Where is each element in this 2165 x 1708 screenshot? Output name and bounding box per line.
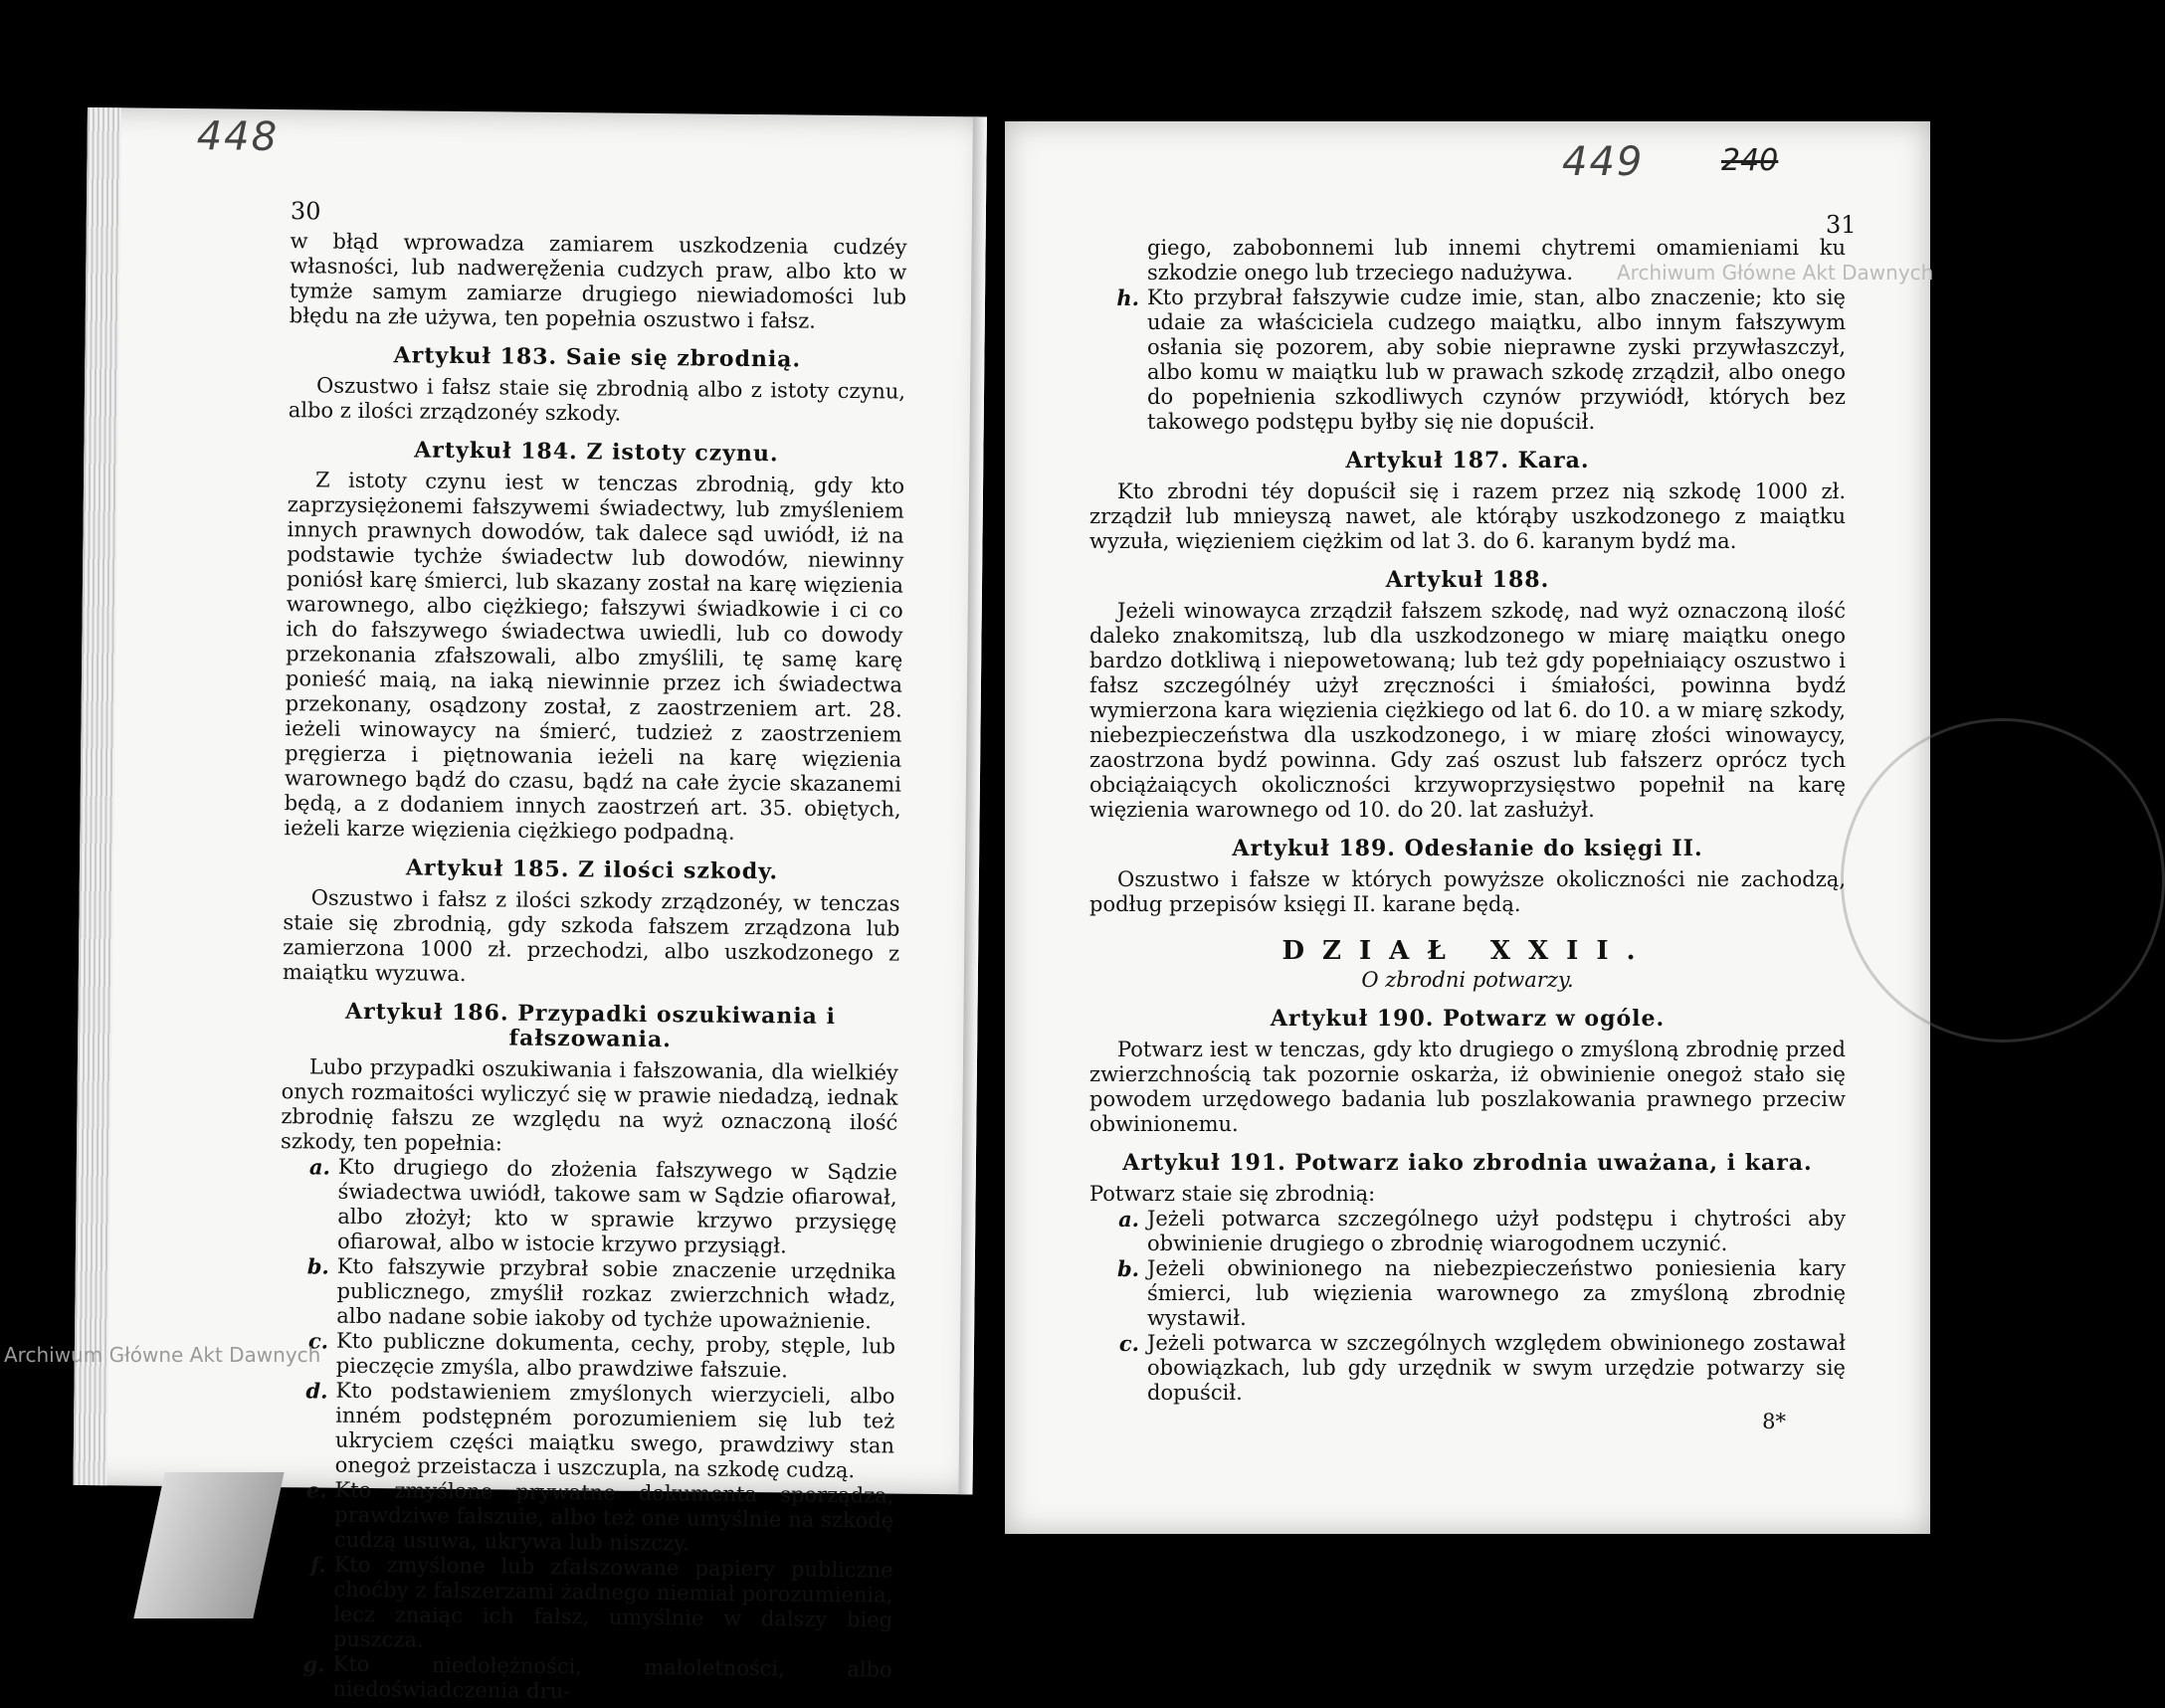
list-item <box>276 1552 893 1657</box>
handwritten-folio-number: 448 <box>196 113 280 161</box>
item-label: d. <box>305 1378 328 1404</box>
list-item <box>279 1328 895 1384</box>
item-label: b. <box>1117 1256 1139 1281</box>
article-188-heading: Artykuł 188. <box>1385 567 1550 593</box>
list-item <box>1089 1207 1846 1256</box>
list-item <box>1089 285 1846 435</box>
item-label: f. <box>309 1552 326 1578</box>
page-number: 30 <box>290 197 321 226</box>
item-label: h. <box>1116 285 1139 310</box>
item-text: Kto zmyślone prywatne dokumenta sporządza, prawdziwe fałszuie, albo też one umyślnie na szkodę cudzą usuwa, ukrywa lub niszczy. <box>333 1477 894 1556</box>
item-text: Jeżeli potwarca w szczególnych względem obwinionego zostawał obowiązkach, lub gdy urzędnik w swym urzędzie potwarzy się dopuścił. <box>1147 1331 1846 1405</box>
article-191-intro: Potwarz staie się zbrodnią: <box>1089 1182 1376 1206</box>
page-edge <box>73 107 121 1485</box>
article-190-text: Potwarz iest w tenczas, gdy kto drugiego o zmyśloną zbrodnię przed zwierzchnością tak pozornie oskarża, iż obwinienie onegoż stało się powodem urzędowego badania lub poszlakowania prawnego przeciw obwinionemu. <box>1089 1038 1846 1136</box>
article-186-heading: Artykuł 186. Przypadki oszukiwania i fałszowania. <box>344 998 837 1053</box>
item-label: a. <box>1118 1207 1139 1232</box>
article-184-text: Z istoty czynu iest w tenczas zbrodnią, gdy kto zaprzysiężonemi fałszywemi świadectwy, lub zmyśleniem innych prawnych dowodów, tak dalece sąd uwiódł, iż na podstawie tychże świadectw lub dowodów, niewinny poniósł karę śmierci, lub skazany został na karę więzienia warownego, albo ciężkiego; fałszywi świadkowie i ci co ich do fałszywego świadectwa uwiedli, lub co dowody przekonania zfałszowali, albo zmyślili, tę samę karę ponieść maią, na iaką niewinnie przez ich świadectwa przekonany, osądzony został, z zaostrzeniem art. 28. ieżeli winowaycy na śmierć, tudzież z zaostrzeniem pręgierza i piętnowania ieżeli na karę więzienia warownego bądź do czasu, bądź na całe życie skazanemi będą, a z dodaniem innych zaostrzeń art. 35. obiętych, ieżeli karze więzienia ciężkiego podpadną. <box>284 468 905 845</box>
article-186-text: Lubo przypadki oszukiwania i fałszowania, dla wielkiéy onych rozmaitości wyliczyć się w prawie niedadzą, iednak zbrodnię fałszu ze względu na wyż oznaczoną ilość szkody, ten popełnia: <box>281 1054 899 1156</box>
section-title: DZIAŁ XXII. <box>1281 936 1654 966</box>
list-item <box>279 1253 896 1334</box>
item-text: Kto zmyślone lub zfałszowane papiery publiczne choćby z fałszerzami żadnego niemiał porozumienia, lecz znaiąc ich fałsz, umyślnie w dalszy bieg puszcza. <box>332 1552 893 1652</box>
right-page-text <box>1089 236 1846 1434</box>
left-page <box>73 107 986 1704</box>
item-text: Kto niedołężności, małoletności, albo niedoświadczenia dru- <box>332 1651 892 1704</box>
article-185-text: Oszustwo i fałsz z ilości szkody zrządzonéy, w tenczas staie się zbrodnią, gdy szkoda fałszem zrządzona lub zamierzona 1000 zł. przechodzi, albo uszkodzonego z maiątku wyzuwa. <box>282 885 900 987</box>
item-label: e. <box>305 1477 327 1503</box>
article-187-heading: Artykuł 187. Kara. <box>1345 448 1590 474</box>
article-189-text: Oszustwo i fałsze w których powyższe okoliczności nie zachodzą, podług przepisów księgi II. karane będą. <box>1089 867 1846 916</box>
item-text: Kto przybrał fałszywie cudze imie, stan, albo znaczenie; kto się udaie za właściciela cudzego maiątku, albo innym fałszywym osłania się pozorem, aby sobie nieprawne zyski przywłaszczył, albo komu w maiątku lub w prawach szkodę zrządził, albo onego do popełnienia szkodliwych czynów przywiódł, których bez takowego podstępu byłby się nie dopuścił. <box>1147 285 1846 434</box>
item-text: Kto drugiego do złożenia fałszywego w Sądzie świadectwa uwiódł, takowe sam w Sądzie ofiarował, albo złożył; kto w sprawie krzywo przysięgę ofiarował, albo w istocie krzywo przysiągł. <box>336 1154 897 1258</box>
item-label: g. <box>302 1651 325 1677</box>
article-184-heading: Artykuł 184. Z istoty czynu. <box>414 437 779 468</box>
list-item <box>1089 1256 1846 1331</box>
article-187-text: Kto zbrodni téy dopuścił się i razem przez nią szkodę 1000 zł. zrządził lub mnieyszą nawet, ale którąby uszkodzonego z maiątku wyzuła, więzieniem ciężkim od lat 3. do 6. karanym bydź ma. <box>1089 479 1846 553</box>
item-label <box>1089 236 1147 285</box>
list-item <box>280 1154 897 1259</box>
article-183-text: Oszustwo i fałsz staie się zbrodnią albo z istoty czynu, albo z ilości zrządzonéy szkody. <box>288 373 906 426</box>
item-label: c. <box>1118 1331 1139 1356</box>
spine-shadow <box>958 116 987 1494</box>
article-190-heading: Artykuł 190. Potwarz w ogóle. <box>1270 1006 1666 1032</box>
left-page-text <box>275 229 906 1707</box>
article-183-heading: Artykuł 183. Saie się zbrodnią. <box>393 342 802 373</box>
item-text: giego, zabobonnemi lub innemi chytremi omamieniami ku szkodzie onego lub trzeciego nadużywa. <box>1147 236 1846 285</box>
right-page <box>1005 121 1930 1534</box>
archive-watermark: Archiwum Główne Akt Dawnych <box>1617 261 1934 285</box>
intro-paragraph: w błąd wprowadza zamiarem uszkodzenia cudzéy własności, lub nadweręženia cudzych praw, albo kto w tymże samym zamiarze drugiego niewiadomości lub błędu na złe używa, ten popełnia oszustwo i fałsz. <box>289 229 907 333</box>
item-label: c. <box>307 1328 329 1354</box>
archive-stamp <box>1841 718 2165 1043</box>
article-188-text: Jeżeli winowayca zrządził fałszem szkodę, nad wyż oznaczoną ilość daleko znakomitszą, lub dla uszkodzonego w miarę maiątku onego bardzo dotkliwą i niepowetowaną; lub też gdy popełniaiący oszustwo i fałsz szczególnéy użył zręczności i śmiałości, powinna bydź wymierzona kara więzienia ciężkiego od lat 6. do 10. a w miarę szkody, niebezpieczeństwa dla uszkodzonego, i w miarę złości winowaycy, zaostrzona bydź powinna. Gdy zaś oszust lub fałszerz oprócz tych obciążaiących okoliczności krzywoprzysięstwo popełnił na karę więzienia warownego od 10. do 20. lat zasłużył. <box>1089 599 1846 822</box>
printer-signature: 8* <box>1762 1410 1786 1433</box>
struck-handwritten-number: 240 <box>1721 143 1779 178</box>
list-item <box>275 1651 891 1707</box>
item-label: b. <box>306 1253 329 1279</box>
item-label: a. <box>308 1154 330 1180</box>
item-text: Jeżeli obwinionego na niebezpieczeństwo poniesienia kary śmierci, lub więzienia warownego za zmyśloną zbrodnię wystawił. <box>1147 1256 1846 1330</box>
item-text: Kto podstawieniem zmyślonych wierzycieli, albo inném podstępném porozumieniem się lub też ukryciem części maiątku swego, prawdziwy stan onegoż przeistacza i uszczupla, na szkodę cudzą. <box>334 1378 895 1483</box>
item-text: Jeżeli potwarca szczególnego użył podstępu i chytrości aby obwinienie drugiego o zbrodnię wiarogodnem uczynić. <box>1147 1207 1846 1255</box>
list-item <box>278 1378 895 1483</box>
list-item <box>1089 1331 1846 1406</box>
handwritten-folio-number: 449 <box>1562 139 1645 185</box>
article-185-heading: Artykuł 185. Z ilości szkody. <box>405 854 779 885</box>
article-191-heading: Artykuł 191. Potwarz iako zbrodnia uważana, i kara. <box>1122 1150 1813 1176</box>
item-text: Kto fałszywie przybrał sobie znaczenie urzędnika publicznego, zmyślił rozkaz zwierzchnich władz, albo nadane sobie iakoby od tychże upoważnienie. <box>336 1253 896 1334</box>
list-item <box>277 1477 894 1558</box>
thumb-shadow <box>133 1472 284 1618</box>
archive-watermark: Archiwum Główne Akt Dawnych <box>4 1343 321 1367</box>
page-number: 31 <box>1826 211 1857 239</box>
article-189-heading: Artykuł 189. Odesłanie do księgi II. <box>1232 836 1703 861</box>
item-text: Kto publiczne dokumenta, cechy, proby, stęple, lub pieczęcie zmyśla, albo prawdziwe fałszuie. <box>335 1328 896 1383</box>
section-subtitle: O zbrodni potwarzy. <box>1361 968 1574 992</box>
